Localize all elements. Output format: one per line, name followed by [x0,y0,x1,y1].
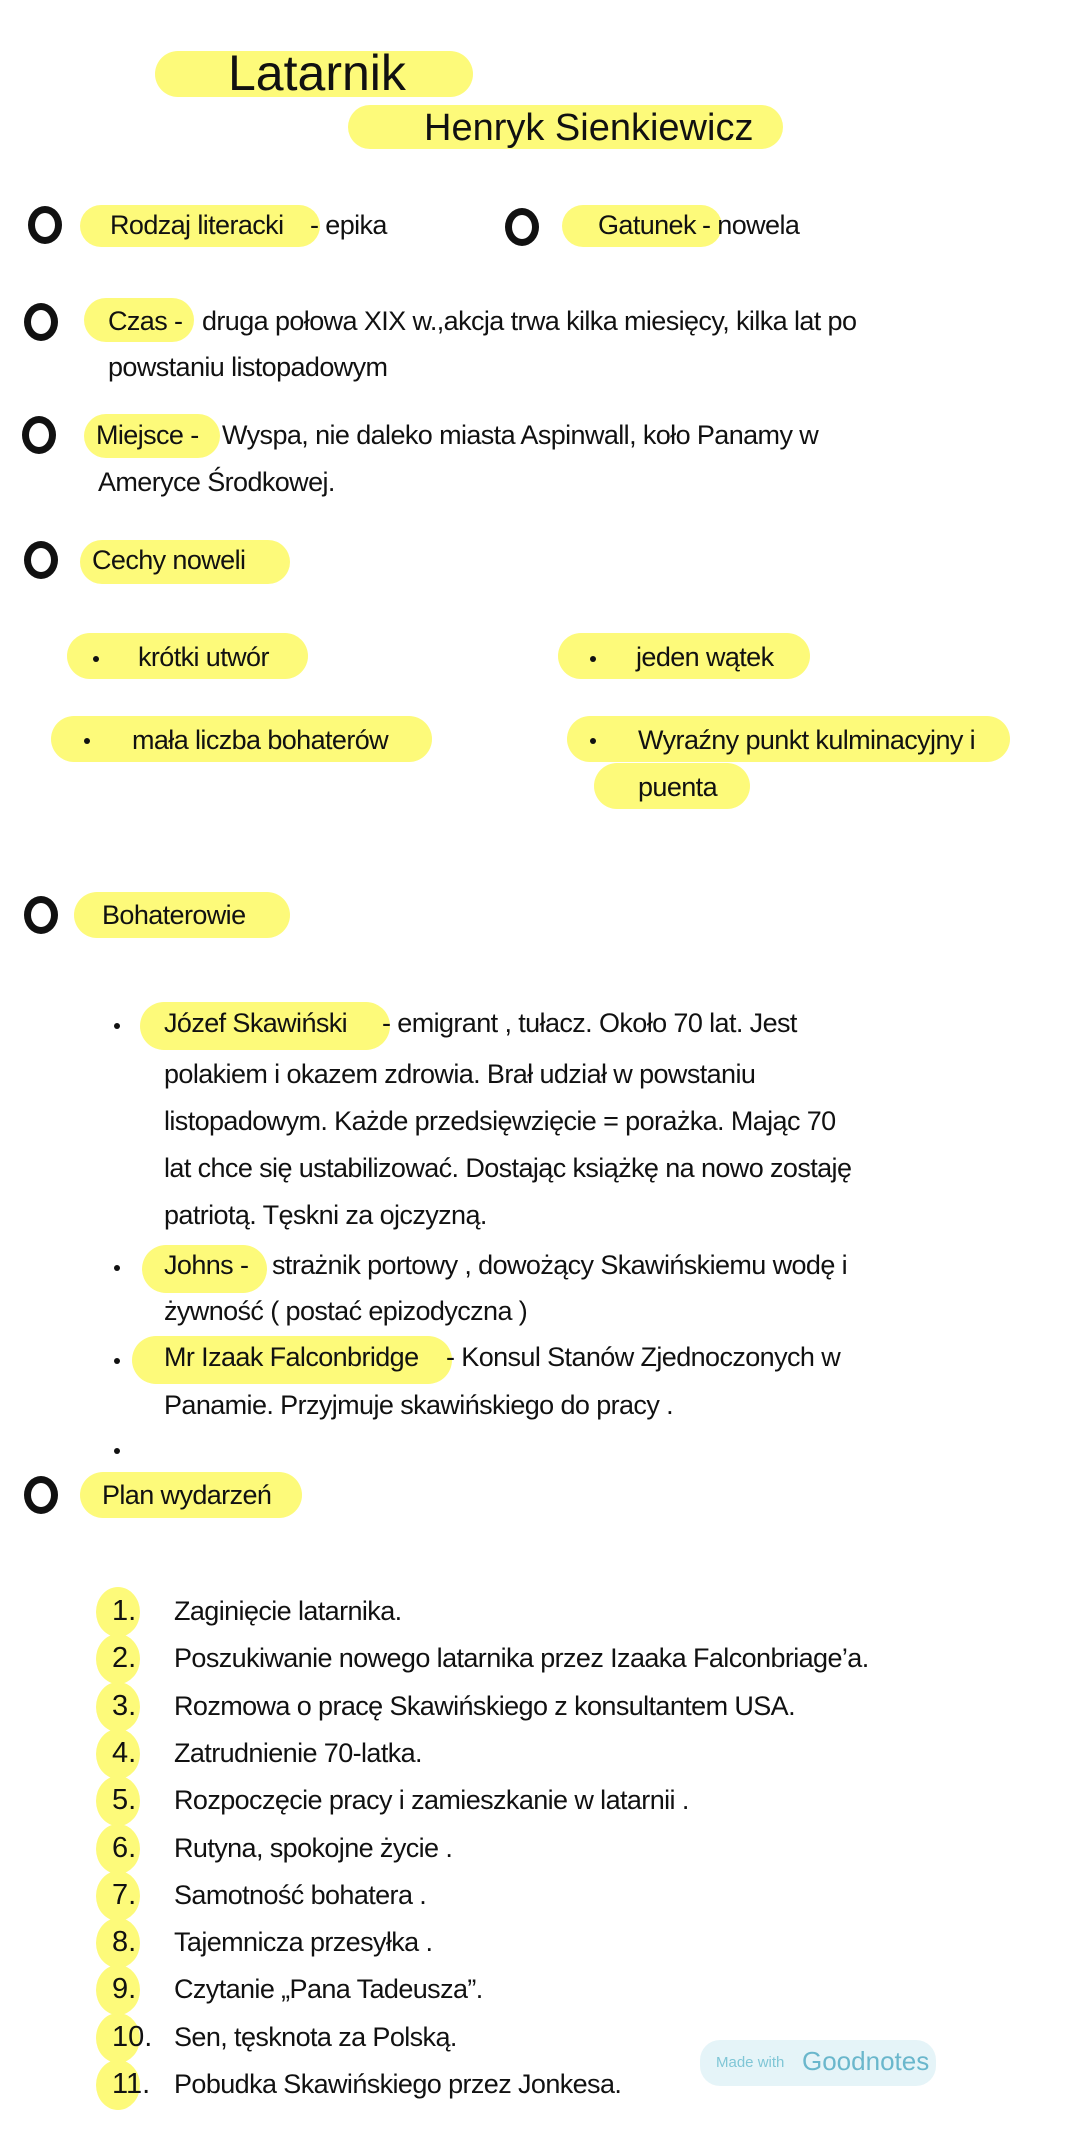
plan-item-number: 8. [112,1926,137,1959]
circle-bullet-icon [24,1476,58,1514]
gatunek-value: - nowela [702,210,800,240]
circle-bullet-icon [24,896,58,934]
plan-item-number: 7. [112,1878,137,1911]
cecha-item: mała liczba bohaterów [132,725,389,755]
miejsce-line2: Ameryce Środkowej. [98,467,335,497]
author: Henryk Sienkiewicz [424,107,754,149]
plan-item-number: 6. [112,1831,137,1864]
cecha-item: krótki utwór [138,642,269,672]
plan-item-number: 2. [112,1642,137,1675]
circle-bullet-icon [22,416,56,454]
hero-desc: żywność ( postać epizodyczna ) [164,1296,528,1326]
bullet-icon [114,1358,120,1364]
cecha-item: Wyraźny punkt kulminacyjny i [638,725,976,755]
hero-desc: listopadowym. Każde przedsięwzięcie = porażka. Mając 70 [164,1106,836,1136]
plan-item-text: Czytanie „Pana Tadeusza”. [174,1974,483,2005]
bullet-icon [114,1023,120,1029]
rodzaj-label: Rodzaj literacki [110,210,284,240]
bullet-icon [114,1448,120,1454]
plan-item-number: 3. [112,1689,137,1722]
bullet-icon [93,656,99,662]
plan-item-text: Rozmowa o pracę Skawińskiego z konsultantem USA. [174,1690,795,1721]
bullet-icon [84,738,90,744]
plan-item-number: 11. [112,2068,151,2100]
plan-item-text: Tajemnicza przesyłka . [174,1927,433,1958]
czas-line2: powstaniu listopadowym [108,352,388,382]
bullet-icon [590,656,596,662]
plan-item-number: 1. [112,1595,137,1627]
hero-desc: - Konsul Stanów Zjednoczonych w [446,1342,841,1372]
plan-item-text: Samotność bohatera . [174,1879,427,1910]
hero-name: Mr Izaak Falconbridge [164,1342,419,1372]
hero-desc: Panamie. Przyjmuje skawińskiego do pracy . [164,1390,674,1420]
bullet-icon [590,738,596,744]
hero-desc: patriotą. Tęskni za ojczyzną. [164,1200,487,1230]
miejsce-line1: Wyspa, nie daleko miasta Aspinwall, koło Panamy w [222,420,819,450]
czas-label: Czas - [108,306,183,336]
cecha-item: puenta [638,772,717,802]
plan-item-text: Pobudka Skawińskiego przez Jonkesa. [174,2069,622,2099]
hero-name: Józef Skawiński [164,1008,348,1038]
page-title: Latarnik [228,45,406,101]
circle-bullet-icon [28,206,62,244]
circle-bullet-icon [24,541,58,579]
plan-item-text: Poszukiwanie nowego latarnika przez Izaaka Falconbriage’a. [174,1643,869,1674]
plan-item-text: Rutyna, spokojne życie . [174,1832,453,1863]
plan-item-number: 4. [112,1736,137,1769]
bohaterowie-label: Bohaterowie [102,900,246,930]
plan-item-text: Rozpoczęcie pracy i zamieszkanie w latarnii . [174,1785,689,1816]
hero-desc: lat chce się ustabilizować. Dostając książkę na nowo zostaję [164,1153,852,1183]
rodzaj-value: - epika [310,210,387,240]
bullet-icon [114,1265,120,1271]
hero-desc: - emigrant , tułacz. Około 70 lat. Jest [382,1008,797,1038]
circle-bullet-icon [505,208,539,246]
gatunek-label: Gatunek [598,210,696,240]
plan-item-text: Sen, tęsknota za Polską. [174,2021,457,2052]
plan-item-text: Zaginięcie latarnika. [174,1596,402,1626]
hero-desc: strażnik portowy , dowożący Skawińskiemu wodę i [272,1250,848,1280]
czas-line1: druga połowa XIX w.,akcja trwa kilka miesięcy, kilka lat po [202,306,857,336]
watermark-prefix: Made with [716,2054,785,2071]
watermark-brand: Goodnotes [802,2046,930,2076]
cechy-label: Cechy noweli [92,545,246,575]
miejsce-label: Miejsce - [96,420,199,450]
hero-desc: polakiem i okazem zdrowia. Brał udział w powstaniu [164,1059,756,1089]
plan-item-text: Zatrudnienie 70-latka. [174,1737,422,1768]
watermark [700,2040,936,2086]
plan-item-number: 5. [112,1784,137,1817]
plan-item-number: 10. [112,2020,153,2053]
plan-label: Plan wydarzeń [102,1480,272,1510]
circle-bullet-icon [24,303,58,341]
hero-name: Johns - [164,1250,249,1280]
plan-item-number: 9. [112,1973,137,2006]
cecha-item: jeden wątek [636,642,774,672]
